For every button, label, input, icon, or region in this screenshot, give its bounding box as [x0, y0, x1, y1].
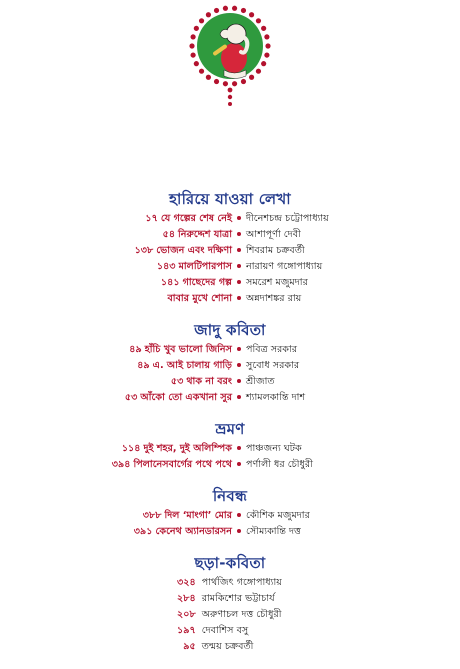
entry-author: সুবোধ সরকার — [246, 360, 300, 371]
page-number: ১৭ — [145, 213, 158, 224]
toc-section — [0, 321, 460, 406]
entry-author: সৌম্যকান্তি দত্ত — [246, 526, 301, 537]
emblem-dot — [264, 34, 269, 39]
bullet-dot-icon — [237, 264, 241, 268]
bullet-dot-icon — [237, 446, 241, 450]
bullet-dot-icon — [237, 232, 241, 236]
toc-section — [0, 420, 460, 473]
emblem-dot — [223, 6, 228, 11]
toc-section — [0, 487, 460, 540]
toc-entry — [0, 591, 460, 607]
emblem-dot — [232, 81, 237, 86]
toc-entry — [0, 374, 460, 390]
emblem-dot — [241, 8, 246, 13]
page-number: ৫৩ — [124, 392, 138, 403]
toc-entry — [0, 358, 460, 374]
emblem-dot — [199, 18, 204, 23]
page-number: ৩৯১ — [133, 526, 153, 537]
emblem-dot — [191, 34, 196, 39]
page-number: ১৩৮ — [134, 245, 154, 256]
entry-title: কেনেথ অ্যানডারসন — [155, 526, 232, 537]
emblem-figure-head — [226, 24, 246, 44]
emblem-dot — [232, 6, 237, 11]
emblem-dot — [261, 61, 266, 66]
entry-title: যে গল্পের শেষ নেই — [160, 213, 232, 224]
entry-title: হাঁচি খুব ভালো জিনিস — [144, 344, 232, 355]
page-number: ১৯৭ — [177, 625, 196, 636]
emblem-dot — [206, 75, 211, 80]
page-number: ১৪৩ — [156, 261, 176, 272]
emblem-dot — [214, 79, 219, 84]
toc-entry — [0, 457, 460, 473]
entry-author: শিবরাম চক্রবর্তী — [246, 245, 305, 256]
toc-entry — [0, 607, 460, 623]
entry-title: আঁকো তো একখানা সুর — [140, 392, 232, 403]
page-number: ২৮৪ — [177, 593, 196, 604]
table-of-contents — [0, 190, 460, 669]
bullet-dot-icon — [237, 395, 241, 399]
toc-entry — [0, 342, 460, 358]
bullet-dot-icon — [237, 216, 241, 220]
emblem-dot — [199, 69, 204, 74]
toc-entry — [0, 243, 460, 259]
toc-entry — [0, 524, 460, 540]
bullet-dot-icon — [237, 513, 241, 517]
emblem-dot — [256, 18, 261, 23]
section-heading: নিবন্ধ — [212, 487, 248, 505]
emblem-dot — [194, 26, 199, 31]
emblem-dot — [261, 26, 266, 31]
entry-author: দেবাশিস বসু — [201, 625, 249, 636]
entry-title: থাক না বরং — [186, 376, 232, 387]
bullet-dot-icon — [237, 379, 241, 383]
entry-title: দুই শহর, দুই অলিম্পিক — [143, 443, 232, 454]
page-number: ৯৫ — [183, 641, 196, 652]
page-number: ১৪১ — [160, 277, 180, 288]
toc-entry — [0, 259, 460, 275]
page-number: ৩৯৪ — [111, 459, 131, 470]
entry-author: অন্নদাশঙ্কর রায় — [246, 293, 302, 304]
bullet-dot-icon — [237, 462, 241, 466]
entry-title: এ. আই চালায় গাড়ি — [152, 360, 232, 371]
toc-entry — [0, 291, 460, 307]
emblem-dot — [214, 8, 219, 13]
entry-title: নিরুদ্দেশ যাত্রা — [178, 229, 232, 240]
bullet-dot-icon — [237, 347, 241, 351]
toc-entry — [0, 639, 460, 655]
section-heading: ছড়া-কবিতা — [194, 554, 266, 572]
bullet-dot-icon — [237, 529, 241, 533]
entry-title: মালটিপারপাস — [178, 261, 232, 272]
entry-author: অরুণাচল দত্ত চৌধুরী — [201, 609, 282, 620]
page-number: ৪৯ — [129, 344, 142, 355]
entry-author: পর্ণালী ধর চৌধুরী — [246, 459, 313, 470]
emblem-dot — [191, 52, 196, 57]
emblem-dot — [264, 52, 269, 57]
bullet-dot-icon — [237, 296, 241, 300]
toc-entry — [0, 575, 460, 591]
toc-section — [0, 190, 460, 307]
bullet-dot-icon — [237, 280, 241, 284]
entry-title: বাবার মুখে শোনা — [167, 293, 232, 304]
emblem-dot — [249, 12, 254, 17]
page-number: ৫৪ — [162, 229, 176, 240]
emblem-dot — [249, 75, 254, 80]
toc-entry — [0, 441, 460, 457]
toc-section — [0, 554, 460, 655]
emblem-dot — [256, 69, 261, 74]
entry-title: দিল ‘মাংগা’ মোর — [164, 510, 232, 521]
bullet-dot-icon — [237, 363, 241, 367]
page-number: ১১৪ — [121, 443, 141, 454]
toc-entry — [0, 623, 460, 639]
emblem-dot — [241, 79, 246, 84]
entry-author: পার্থজিৎ গঙ্গোপাধ্যায় — [201, 577, 282, 588]
page-number: ৫৩ — [170, 376, 184, 387]
section-heading: জাদু কবিতা — [194, 321, 266, 339]
entry-author: কৌশিক মজুমদার — [246, 510, 310, 521]
emblem-dot — [265, 43, 270, 48]
page-number: ২০৮ — [177, 609, 196, 620]
emblem-dot — [206, 12, 211, 17]
entry-author: নারায়ণ গঙ্গোপাধ্যায় — [246, 261, 323, 272]
page-number: ৪৯ — [137, 360, 150, 371]
entry-title: ভোজন এবং দক্ষিণা — [156, 245, 232, 256]
entry-title: গাছেদের গল্প — [182, 277, 232, 288]
entry-author: শ্রীজাত — [246, 376, 275, 387]
bullet-dot-icon — [237, 248, 241, 252]
page-number: ৩৮৮ — [142, 510, 162, 521]
entry-author: সমরেশ মজুমদার — [246, 277, 308, 288]
toc-entry — [0, 275, 460, 291]
toc-entry — [0, 390, 460, 406]
entry-author: শ্যামলকান্তি দাশ — [246, 392, 306, 403]
page-number: ৩২৪ — [177, 577, 196, 588]
entry-author: তন্ময় চক্রবর্তী — [201, 641, 254, 652]
entry-author: পাঞ্চজন্য ঘটক — [246, 443, 302, 454]
entry-author: রামকিশোর ভট্টাচার্য — [201, 593, 275, 604]
toc-entry — [0, 508, 460, 524]
emblem-dot — [189, 43, 194, 48]
entry-author: পবিত্র সরকার — [246, 344, 298, 355]
section-heading: ভ্রমণ — [215, 420, 245, 438]
emblem-dot — [194, 61, 199, 66]
entry-author: দীনেশচন্দ্র চট্টোপাধ্যায় — [246, 213, 329, 224]
toc-entry — [0, 227, 460, 243]
toc-entry — [0, 211, 460, 227]
entry-title: পিলানেসবার্গের পথে পথে — [133, 459, 232, 470]
section-heading: হারিয়ে যাওয়া লেখা — [169, 190, 291, 208]
ganesha-emblem-icon — [188, 4, 272, 108]
emblem-dot — [223, 81, 228, 86]
entry-author: আশাপূর্ণা দেবী — [246, 229, 301, 240]
